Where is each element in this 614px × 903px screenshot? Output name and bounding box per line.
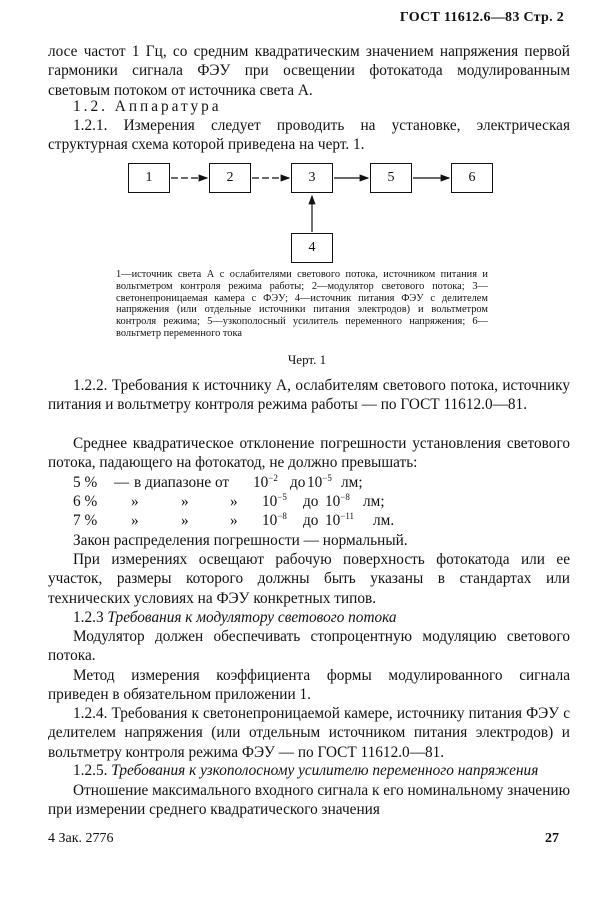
diagram-box-6: 6	[451, 163, 493, 193]
paragraph-modulyator: Модулятор должен обеспечивать стопроцентную модуляцию светового потока.	[48, 628, 570, 665]
paragraph-osveshchenie: При измерениях освещают рабочую поверхность фотокатода или ее участок, размеры которого должны быть указаны в стандартах или технических условиях на ФЭУ конкретных типов.	[48, 551, 570, 607]
paragraph-1-2-2: 1.2.2. Требования к источнику А, ослабителям светового потока, источнику питания и вольтметру контроля режима работы — по ГОСТ 11612.0—81.	[48, 377, 570, 414]
page-header: ГОСТ 11612.6—83 Стр. 2	[399, 10, 564, 25]
diagram-box-5: 5	[370, 163, 412, 193]
paragraph-otnoshenie: Отношение максимального входного сигнала к его номинальному значению при измерении среднего квадратического значения	[48, 782, 570, 819]
page-number: 27	[545, 831, 559, 846]
paragraph-1-2-1: 1.2.1. Измерения следует проводить на установке, электрическая структурная схема которой приведена на черт. 1.	[48, 117, 570, 154]
paragraph-1-2-3: 1.2.3 Требования к модулятору светового потока	[73, 609, 397, 626]
paragraph-zakon: Закон распределения погрешности — нормальный.	[73, 532, 408, 549]
diagram-box-2: 2	[209, 163, 251, 193]
diagram-box-4: 4	[291, 233, 333, 263]
footer-order-number: 4 Зак. 2776	[48, 831, 114, 846]
intro-paragraph: лосе частот 1 Гц, со средним квадратическим значением напряжения первой гармоники сигнала ФЭУ при освещении фотокатода модулированным световым потоком от источника света А.	[48, 43, 570, 99]
diagram-arrows	[0, 0, 614, 300]
section-heading-1-2: 1.2. Аппаратура	[73, 98, 222, 115]
paragraph-1-2-5: 1.2.5. Требования к узкополосному усилителю переменного напряжения	[73, 762, 539, 779]
diagram-box-3: 3	[291, 163, 333, 193]
figure-label: Черт. 1	[287, 352, 327, 367]
paragraph-sko: Среднее квадратическое отклонение погрешности установления светового потока, падающего на фотокатод, не должно превышать:	[48, 435, 570, 472]
diagram-caption: 1—источник света А с ослабителями светового потока, источником питания и вольтметром контроля режима работы; 2—модулятор светового потока; 3—светонепроницаемая камера с ФЭУ; 4—источник питания ФЭУ с делителем напряжения (или отдельные источники питания электродов) и вольтметром контроля режима; 5—узкополосный усилитель переменного напряжения; 6—вольтметр переменного тока	[116, 269, 488, 339]
paragraph-1-2-4: 1.2.4. Требования к светонепроницаемой камере, источнику питания ФЭУ с делителем напряжения (или отдельным источником питания электродов) и вольтметру контроля режима ФЭУ — по ГОСТ 11612.0—81.	[48, 705, 570, 761]
diagram-box-1: 1	[128, 163, 170, 193]
paragraph-metod: Метод измерения коэффициента формы модулированного сигнала приведен в обязательном приложении 1.	[48, 667, 570, 704]
